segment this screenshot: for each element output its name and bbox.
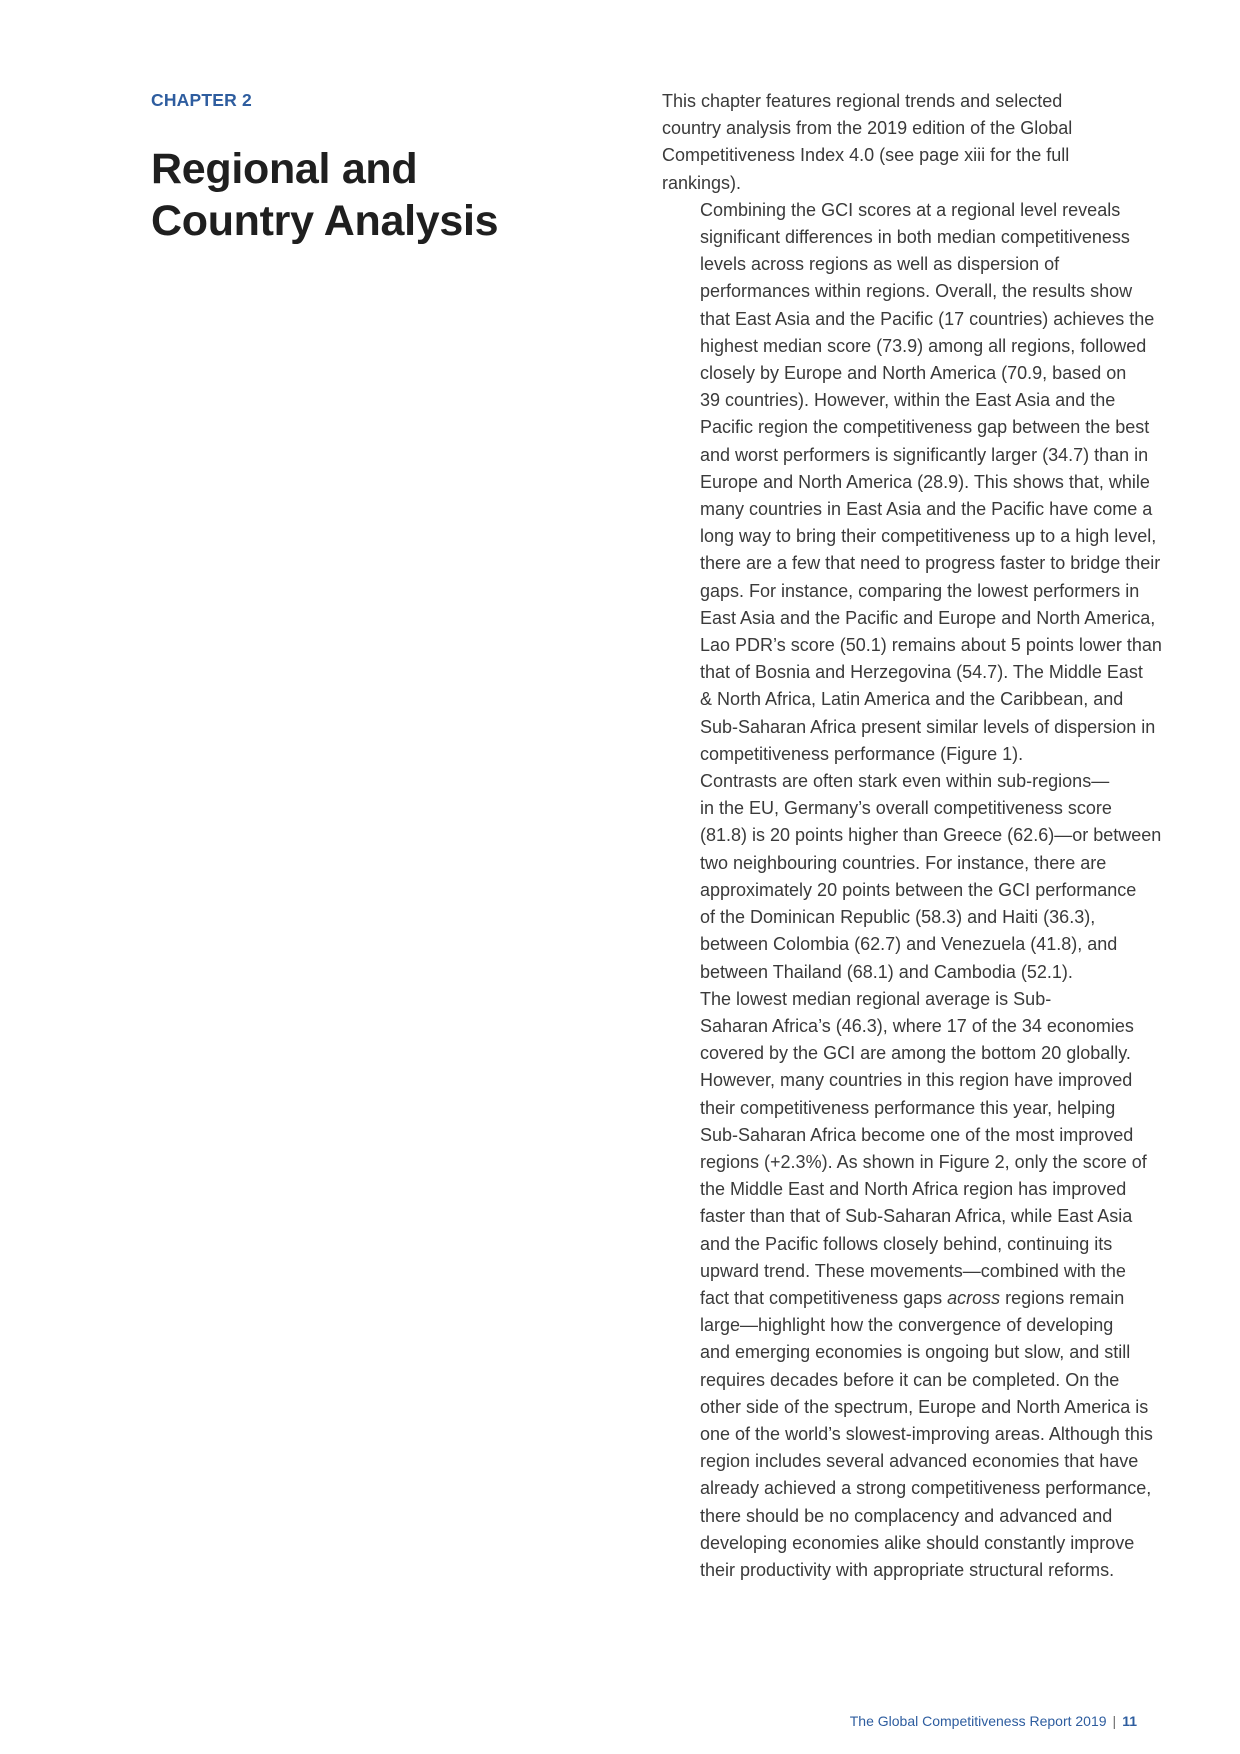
text-line: in the EU, Germany’s overall competitiveness score: [700, 798, 1112, 819]
paragraph-intro: [662, 88, 1144, 197]
text-line: (81.8) is 20 points higher than Greece (62.6)—or between: [700, 825, 1162, 846]
text-line: gaps. For instance, comparing the lowest performers in: [700, 580, 1140, 601]
text-line: one of the world’s slowest-improving areas. Although this: [700, 1423, 1153, 1444]
text-line: & North Africa, Latin America and the Caribbean, and: [700, 689, 1124, 710]
text-line: many countries in East Asia and the Pacific have come a: [700, 499, 1153, 520]
text-line: highest median score (73.9) among all regions, followed: [700, 335, 1147, 356]
text-line: that of Bosnia and Herzegovina (54.7). The Middle East: [700, 662, 1143, 683]
text-line: of the Dominican Republic (58.3) and Haiti (36.3),: [700, 907, 1096, 928]
text-line: and worst performers is significantly larger (34.7) than in: [700, 444, 1149, 465]
text-line: between Thailand (68.1) and Cambodia (52.1).: [700, 961, 1073, 982]
text-line: large—highlight how the convergence of developing: [700, 1315, 1114, 1336]
footer-separator: |: [1112, 1713, 1117, 1729]
text-line: regions (+2.3%). As shown in Figure 2, only the score of: [700, 1151, 1147, 1172]
text-line: there are a few that need to progress faster to bridge their: [700, 553, 1161, 574]
text-line: significant differences in both median competitiveness: [700, 227, 1130, 248]
text-line: requires decades before it can be completed. On the: [700, 1369, 1120, 1390]
text-line: performances within regions. Overall, the results show: [700, 281, 1133, 302]
text-line: the Middle East and North Africa region has improved: [700, 1179, 1127, 1200]
text-line: levels across regions as well as dispersion of: [700, 254, 1060, 275]
title-line: Regional and: [151, 145, 418, 193]
text-line: Sub-Saharan Africa become one of the most improved: [700, 1124, 1134, 1145]
page-footer: [850, 1712, 1137, 1730]
paragraph-regional-scores: [662, 197, 1162, 768]
page-title: [151, 143, 621, 247]
paragraph-sub-saharan-africa: [662, 986, 1153, 1584]
text-line: East Asia and the Pacific and Europe and North America,: [700, 607, 1156, 628]
text-line: faster than that of Sub-Saharan Africa, while East Asia: [700, 1206, 1133, 1227]
text-line: long way to bring their competitiveness up to a high level,: [700, 526, 1157, 547]
text-line: However, many countries in this region have improved: [700, 1070, 1133, 1091]
text-line: their productivity with appropriate structural reforms.: [700, 1559, 1115, 1580]
text-line: Competitiveness Index 4.0 (see page xiii for the full: [662, 145, 1070, 166]
text-fragment: fact that competitiveness gaps: [700, 1287, 948, 1308]
chapter-label: CHAPTER 2: [151, 90, 252, 110]
text-line: approximately 20 points between the GCI performance: [700, 879, 1137, 900]
text-line: two neighbouring countries. For instance, there are: [700, 852, 1107, 873]
text-line: rankings).: [662, 172, 742, 193]
text-line: and the Pacific follows closely behind, continuing its: [700, 1233, 1113, 1254]
text-line: Contrasts are often stark even within sub-regions—: [700, 771, 1110, 792]
page-number: 11: [1122, 1713, 1137, 1729]
text-line: This chapter features regional trends and selected: [662, 91, 1063, 111]
text-line: country analysis from the 2019 edition of the Global: [662, 118, 1073, 139]
text-line: Pacific region the competitiveness gap between the best: [700, 417, 1150, 438]
text-line: already achieved a strong competitiveness performance,: [700, 1478, 1152, 1499]
emphasized-word: across: [947, 1287, 1001, 1308]
title-line: Country Analysis: [151, 197, 499, 245]
text-line: Sub-Saharan Africa present similar levels of dispersion in: [700, 716, 1156, 737]
text-line: closely by Europe and North America (70.9, based on: [700, 363, 1127, 384]
text-line: Lao PDR’s score (50.1) remains about 5 points lower than: [700, 635, 1162, 656]
text-line: 39 countries). However, within the East Asia and the: [700, 390, 1116, 411]
text-line: region includes several advanced economies that have: [700, 1451, 1139, 1472]
text-line: other side of the spectrum, Europe and North America is: [700, 1396, 1149, 1417]
text-line: their competitiveness performance this year, helping: [700, 1097, 1116, 1118]
text-line: upward trend. These movements—combined with the: [700, 1260, 1126, 1281]
footer-report-title: The Global Competitiveness Report 2019: [849, 1713, 1107, 1729]
text-line: between Colombia (62.7) and Venezuela (41.8), and: [700, 934, 1118, 955]
text-line: there should be no complacency and advanced and: [700, 1505, 1113, 1526]
text-line: Europe and North America (28.9). This shows that, while: [700, 471, 1150, 492]
text-line-with-emphasis: [662, 1285, 1144, 1312]
text-line: developing economies alike should constantly improve: [700, 1532, 1135, 1553]
text-line: that East Asia and the Pacific (17 countries) achieves the: [700, 308, 1155, 329]
text-line: competitiveness performance (Figure 1).: [700, 743, 1024, 764]
paragraph-sub-region-contrasts: [662, 768, 1162, 986]
text-line: Saharan Africa’s (46.3), where 17 of the 34 economies: [700, 1015, 1134, 1036]
text-line: and emerging economies is ongoing but slow, and still: [700, 1342, 1131, 1363]
text-line: covered by the GCI are among the bottom 20 globally.: [700, 1043, 1131, 1064]
text-line: Combining the GCI scores at a regional level reveals: [700, 199, 1121, 220]
text-fragment: regions remain: [1000, 1287, 1125, 1308]
body-text-column: [662, 88, 1162, 1584]
text-line: The lowest median regional average is Sub-: [700, 988, 1052, 1009]
